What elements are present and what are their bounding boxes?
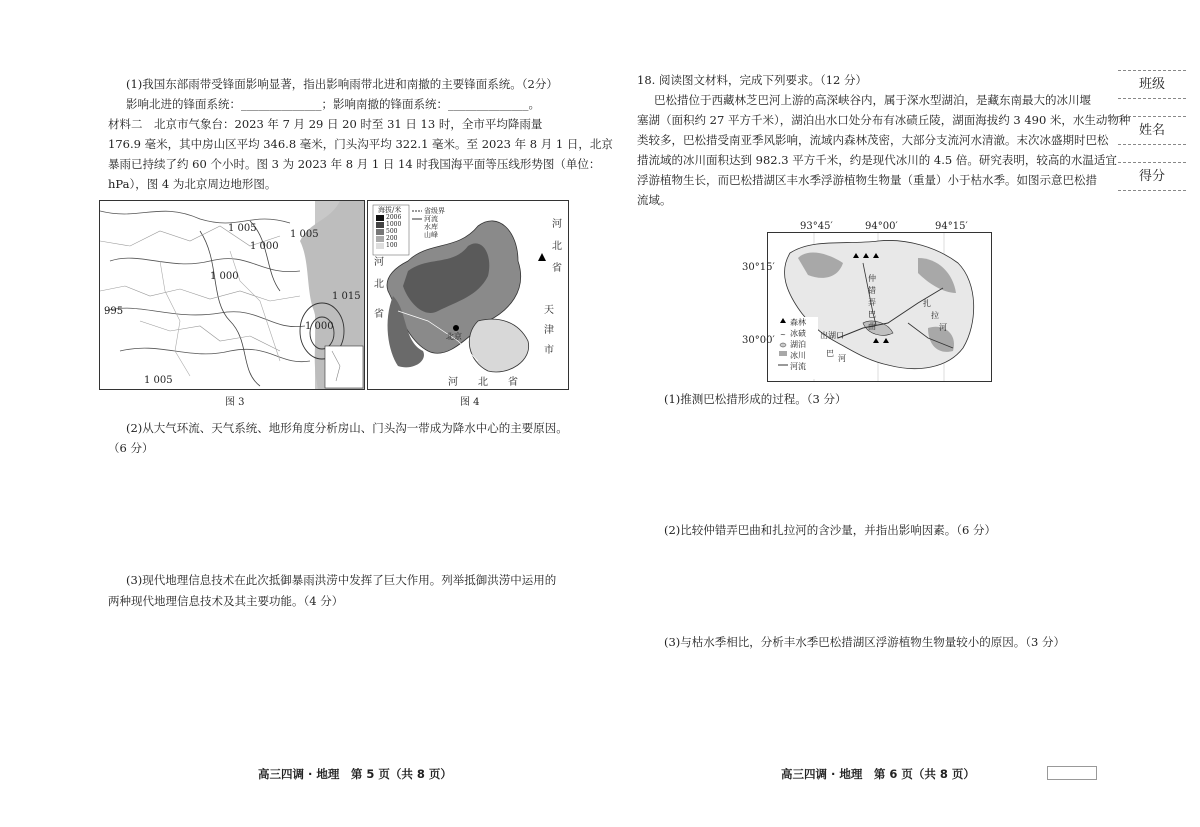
isobar-label: 995 [104,306,124,317]
question-18-heading: 18. 阅读图文材料，完成下列要求。（12 分） [637,73,867,87]
material-line-1: 巴松措位于西藏林芝巴河上游的高深峡谷内，属于深水型湖泊，是藏东南最大的冰川堰 [654,93,1091,107]
map-legend-moraine: 冰碛 [790,329,806,338]
material-2-line-3: 暴雨已持续了约 60 个小时。图 3 为 2023 年 8 月 1 日 14 时我国海平面等压线形势图（单位： [108,157,601,171]
material-2-line-1: 材料二 北京市气象台：2023 年 7 月 29 日 20 时至 31 日 13 时，全市平均降雨量 [108,117,543,131]
map-label: 河 [448,377,458,388]
river-label: 仲 [868,274,876,283]
river-label: 巴 [868,310,876,319]
river-label: 曲 [868,322,876,331]
legend-item: 100 [386,242,398,249]
isobar-label: 1 005 [144,375,173,386]
svg-text:~: ~ [780,331,786,339]
name-label: 姓名 [1118,116,1186,145]
latitude-label: 30°00′ [742,335,775,346]
legend-item: 2006 [386,214,402,221]
figure-4-caption: 图 4 [460,397,480,408]
material-line-4: 措流域的冰川面积达到 982.3 平方千米，约是现代冰川的 4.5 倍。研究表明，较高的水温适宜 [637,153,1117,167]
material-line-3: 类较多，巴松措受南亚季风影响，流域内森林茂密，大部分支流河水清澈。末次冰盛期时巴松 [637,133,1109,147]
question-2-line-2: （6 分） [108,441,154,455]
question-3-line-2: 两种现代地理信息技术及其主要功能。（4 分） [108,594,344,608]
isobar-label: 1 000 [210,271,239,282]
map-legend-lake: 湖泊 [790,340,806,349]
map-label: 省 [374,309,384,320]
map-label: 北 [374,279,384,290]
legend-right-item: 河流 [424,215,438,223]
figure-4-terrain-map [367,200,569,390]
map-legend-glacier: 冰川 [790,351,806,360]
class-label: 班级 [1118,70,1186,99]
figure-3-isobar-map [99,200,365,390]
question-18-1: (1)推测巴松措形成的过程。（3 分） [664,392,847,406]
map-label: 河 [374,257,384,268]
question-18-3: (3)与枯水季相比，分析丰水季巴松措湖区浮游植物生物量较小的原因。（3 分） [664,635,1066,649]
material-line-6: 流域。 [637,193,672,207]
river-label: 巴 [826,349,834,358]
score-label: 得分 [1118,162,1186,191]
map-legend-river: 河流 [790,362,806,371]
legend-item: 1000 [386,221,402,228]
isobar-label: 1 000 [305,321,334,332]
footer-page-5: 高三四调 · 地理 第 5 页（共 8 页） [258,767,452,781]
material-2-line-2: 176.9 毫米，其中房山区平均 346.8 毫米，门头沟平均 322.1 毫米。至 2023 年 8 月 1 日，北京 [108,137,613,151]
map-label: 北 [478,377,488,388]
map-label: 省 [552,263,562,274]
question-3-line-1: (3)现代地理信息技术在此次抵御暴雨洪涝中发挥了巨大作用。列举抵御洪涝中运用的 [126,573,557,587]
legend-right-item: 山峰 [424,231,438,239]
question-1: (1)我国东部雨带受锋面影响显著，指出影响雨带北进和南撤的主要锋面系统。（2分） [126,77,558,91]
legend-item: 500 [386,228,398,235]
isobar-label: 1 005 [228,223,257,234]
river-label: 扎 [923,299,931,308]
question-1-answer-blanks: 影响北进的锋面系统：______________；影响南撤的锋面系统：______________。 [126,97,540,111]
river-label: 弄 [868,298,876,307]
longitude-label: 94°00′ [865,221,898,232]
map-label: 市 [544,345,554,356]
latitude-label: 30°15′ [742,262,775,273]
isobar-label: 1 000 [250,241,279,252]
question-2-line-1: (2)从大气环流、天气系统、地形角度分析房山、门头沟一带成为降水中心的主要原因。 [126,421,568,435]
figure-3-caption: 图 3 [225,397,245,408]
river-label: 河 [939,323,947,332]
question-18-2: (2)比较仲错弄巴曲和扎拉河的含沙量，并指出影响因素。（6 分） [664,523,997,537]
page-code-box [1047,766,1097,780]
isobar-label: 1 005 [290,229,319,240]
map-label-beijing: 北京 [446,332,462,341]
map-legend-forest: 森林 [790,318,806,327]
river-label: 河 [838,354,846,363]
longitude-label: 93°45′ [800,221,833,232]
legend-item: 200 [386,235,398,242]
material-2-line-4: hPa），图 4 为北京周边地形图。 [108,177,277,191]
isobar-label: 1 015 [332,291,361,302]
legend-right-item: 水库 [424,223,438,231]
legend-right-item: 省级界 [424,207,445,215]
map-label: 天 [544,305,554,316]
river-label: 拉 [931,311,939,320]
river-label: 错 [868,286,876,295]
legend-title: 海拔/米 [378,206,402,214]
lake-outlet-label: 出湖口 [820,331,844,340]
map-label: 北 [552,241,562,252]
material-line-5: 浮游植物生长，而巴松措湖区丰水季浮游植物生物量（重量）小于枯水季。如图示意巴松措 [637,173,1097,187]
material-line-2: 塞湖（面积约 27 平方千米），湖泊出水口处分布有冰碛丘陵，湖面海拔约 3 490 米，水生动物种 [637,113,1131,127]
map-label: 津 [544,325,554,336]
basongcuo-map [767,232,992,382]
map-label: 省 [508,377,518,388]
footer-page-6: 高三四调 · 地理 第 6 页（共 8 页） [781,767,975,781]
map-label: 河 [552,219,562,230]
longitude-label: 94°15′ [935,221,968,232]
